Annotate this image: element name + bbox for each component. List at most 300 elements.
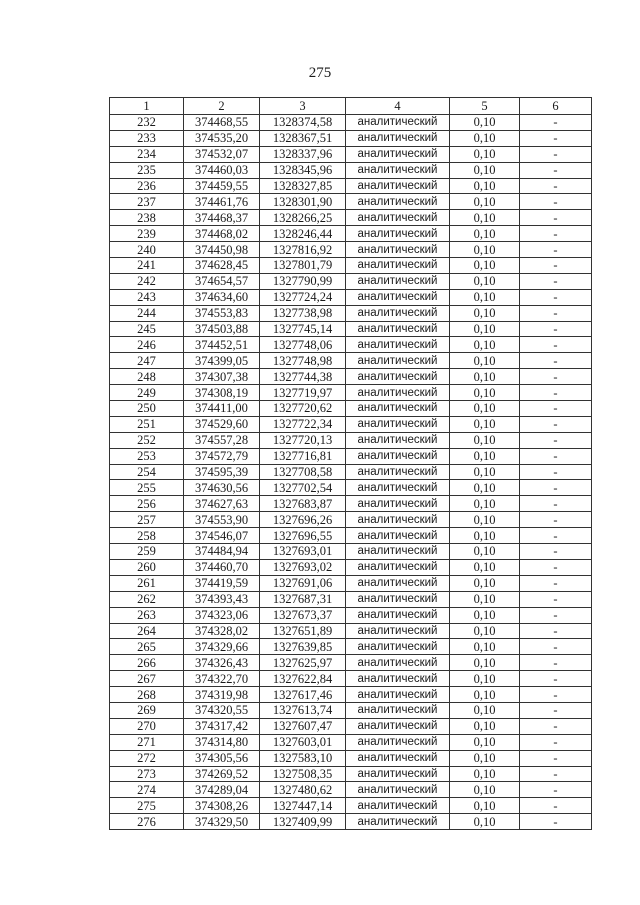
note-cell: - bbox=[520, 432, 592, 448]
x-coordinate-cell: 374460,03 bbox=[184, 162, 260, 178]
x-coordinate-cell: 374419,59 bbox=[184, 575, 260, 591]
table-row bbox=[110, 273, 592, 289]
method-cell: аналитический bbox=[346, 798, 450, 814]
note-cell: - bbox=[520, 289, 592, 305]
x-coordinate-cell: 374557,28 bbox=[184, 432, 260, 448]
table-row bbox=[110, 718, 592, 734]
accuracy-cell: 0,10 bbox=[450, 464, 520, 480]
column-header: 6 bbox=[520, 98, 592, 115]
y-coordinate-cell: 1327745,14 bbox=[260, 321, 346, 337]
table-row bbox=[110, 671, 592, 687]
point-number-cell: 243 bbox=[110, 289, 184, 305]
point-number-cell: 239 bbox=[110, 226, 184, 242]
y-coordinate-cell: 1327702,54 bbox=[260, 480, 346, 496]
x-coordinate-cell: 374329,50 bbox=[184, 814, 260, 830]
point-number-cell: 263 bbox=[110, 607, 184, 623]
x-coordinate-cell: 374399,05 bbox=[184, 353, 260, 369]
note-cell: - bbox=[520, 226, 592, 242]
x-coordinate-cell: 374393,43 bbox=[184, 591, 260, 607]
method-cell: аналитический bbox=[346, 448, 450, 464]
x-coordinate-cell: 374329,66 bbox=[184, 639, 260, 655]
accuracy-cell: 0,10 bbox=[450, 496, 520, 512]
table-row bbox=[110, 210, 592, 226]
method-cell: аналитический bbox=[346, 305, 450, 321]
note-cell: - bbox=[520, 464, 592, 480]
point-number-cell: 264 bbox=[110, 623, 184, 639]
table-row bbox=[110, 289, 592, 305]
accuracy-cell: 0,10 bbox=[450, 512, 520, 528]
point-number-cell: 262 bbox=[110, 591, 184, 607]
y-coordinate-cell: 1327696,26 bbox=[260, 512, 346, 528]
point-number-cell: 254 bbox=[110, 464, 184, 480]
note-cell: - bbox=[520, 496, 592, 512]
method-cell: аналитический bbox=[346, 130, 450, 146]
point-number-cell: 260 bbox=[110, 559, 184, 575]
accuracy-cell: 0,10 bbox=[450, 242, 520, 258]
accuracy-cell: 0,10 bbox=[450, 337, 520, 353]
y-coordinate-cell: 1327617,46 bbox=[260, 687, 346, 703]
x-coordinate-cell: 374634,60 bbox=[184, 289, 260, 305]
y-coordinate-cell: 1327738,98 bbox=[260, 305, 346, 321]
point-number-cell: 258 bbox=[110, 528, 184, 544]
table-row bbox=[110, 575, 592, 591]
note-cell: - bbox=[520, 575, 592, 591]
note-cell: - bbox=[520, 480, 592, 496]
column-header: 3 bbox=[260, 98, 346, 115]
x-coordinate-cell: 374460,70 bbox=[184, 559, 260, 575]
x-coordinate-cell: 374289,04 bbox=[184, 782, 260, 798]
point-number-cell: 276 bbox=[110, 814, 184, 830]
accuracy-cell: 0,10 bbox=[450, 401, 520, 417]
y-coordinate-cell: 1327613,74 bbox=[260, 702, 346, 718]
note-cell: - bbox=[520, 353, 592, 369]
note-cell: - bbox=[520, 528, 592, 544]
table-row bbox=[110, 401, 592, 417]
table-row bbox=[110, 766, 592, 782]
note-cell: - bbox=[520, 401, 592, 417]
note-cell: - bbox=[520, 337, 592, 353]
point-number-cell: 248 bbox=[110, 369, 184, 385]
page-number: 275 bbox=[308, 65, 332, 81]
accuracy-cell: 0,10 bbox=[450, 353, 520, 369]
method-cell: аналитический bbox=[346, 496, 450, 512]
y-coordinate-cell: 1327720,62 bbox=[260, 401, 346, 417]
accuracy-cell: 0,10 bbox=[450, 766, 520, 782]
accuracy-cell: 0,10 bbox=[450, 750, 520, 766]
method-cell: аналитический bbox=[346, 750, 450, 766]
y-coordinate-cell: 1328367,51 bbox=[260, 130, 346, 146]
accuracy-cell: 0,10 bbox=[450, 289, 520, 305]
x-coordinate-cell: 374532,07 bbox=[184, 146, 260, 162]
note-cell: - bbox=[520, 798, 592, 814]
table-row bbox=[110, 178, 592, 194]
method-cell: аналитический bbox=[346, 258, 450, 274]
column-header: 2 bbox=[184, 98, 260, 115]
table-row bbox=[110, 115, 592, 131]
accuracy-cell: 0,10 bbox=[450, 178, 520, 194]
point-number-cell: 275 bbox=[110, 798, 184, 814]
y-coordinate-cell: 1327693,02 bbox=[260, 559, 346, 575]
accuracy-cell: 0,10 bbox=[450, 814, 520, 830]
note-cell: - bbox=[520, 242, 592, 258]
accuracy-cell: 0,10 bbox=[450, 623, 520, 639]
accuracy-cell: 0,10 bbox=[450, 639, 520, 655]
accuracy-cell: 0,10 bbox=[450, 655, 520, 671]
note-cell: - bbox=[520, 385, 592, 401]
method-cell: аналитический bbox=[346, 242, 450, 258]
table-body bbox=[110, 115, 592, 830]
x-coordinate-cell: 374572,79 bbox=[184, 448, 260, 464]
point-number-cell: 251 bbox=[110, 416, 184, 432]
x-coordinate-cell: 374546,07 bbox=[184, 528, 260, 544]
note-cell: - bbox=[520, 210, 592, 226]
note-cell: - bbox=[520, 782, 592, 798]
note-cell: - bbox=[520, 623, 592, 639]
point-number-cell: 247 bbox=[110, 353, 184, 369]
x-coordinate-cell: 374553,83 bbox=[184, 305, 260, 321]
point-number-cell: 256 bbox=[110, 496, 184, 512]
accuracy-cell: 0,10 bbox=[450, 115, 520, 131]
accuracy-cell: 0,10 bbox=[450, 385, 520, 401]
point-number-cell: 266 bbox=[110, 655, 184, 671]
table-row bbox=[110, 432, 592, 448]
table-row bbox=[110, 337, 592, 353]
accuracy-cell: 0,10 bbox=[450, 480, 520, 496]
point-number-cell: 272 bbox=[110, 750, 184, 766]
y-coordinate-cell: 1327724,24 bbox=[260, 289, 346, 305]
y-coordinate-cell: 1327696,55 bbox=[260, 528, 346, 544]
point-number-cell: 233 bbox=[110, 130, 184, 146]
accuracy-cell: 0,10 bbox=[450, 734, 520, 750]
x-coordinate-cell: 374627,63 bbox=[184, 496, 260, 512]
accuracy-cell: 0,10 bbox=[450, 130, 520, 146]
note-cell: - bbox=[520, 115, 592, 131]
x-coordinate-cell: 374314,80 bbox=[184, 734, 260, 750]
point-number-cell: 249 bbox=[110, 385, 184, 401]
table-row bbox=[110, 655, 592, 671]
accuracy-cell: 0,10 bbox=[450, 782, 520, 798]
y-coordinate-cell: 1327603,01 bbox=[260, 734, 346, 750]
y-coordinate-cell: 1327625,97 bbox=[260, 655, 346, 671]
y-coordinate-cell: 1327708,58 bbox=[260, 464, 346, 480]
x-coordinate-cell: 374308,19 bbox=[184, 385, 260, 401]
x-coordinate-cell: 374553,90 bbox=[184, 512, 260, 528]
accuracy-cell: 0,10 bbox=[450, 718, 520, 734]
accuracy-cell: 0,10 bbox=[450, 607, 520, 623]
table-row bbox=[110, 385, 592, 401]
table-header-row bbox=[110, 98, 592, 115]
note-cell: - bbox=[520, 687, 592, 703]
column-header: 5 bbox=[450, 98, 520, 115]
x-coordinate-cell: 374323,06 bbox=[184, 607, 260, 623]
method-cell: аналитический bbox=[346, 115, 450, 131]
note-cell: - bbox=[520, 194, 592, 210]
note-cell: - bbox=[520, 655, 592, 671]
method-cell: аналитический bbox=[346, 702, 450, 718]
note-cell: - bbox=[520, 671, 592, 687]
method-cell: аналитический bbox=[346, 416, 450, 432]
note-cell: - bbox=[520, 512, 592, 528]
point-number-cell: 237 bbox=[110, 194, 184, 210]
y-coordinate-cell: 1327622,84 bbox=[260, 671, 346, 687]
accuracy-cell: 0,10 bbox=[450, 544, 520, 560]
note-cell: - bbox=[520, 544, 592, 560]
accuracy-cell: 0,10 bbox=[450, 194, 520, 210]
note-cell: - bbox=[520, 321, 592, 337]
x-coordinate-cell: 374484,94 bbox=[184, 544, 260, 560]
method-cell: аналитический bbox=[346, 385, 450, 401]
y-coordinate-cell: 1327639,85 bbox=[260, 639, 346, 655]
table-row bbox=[110, 321, 592, 337]
table-row bbox=[110, 369, 592, 385]
method-cell: аналитический bbox=[346, 337, 450, 353]
x-coordinate-cell: 374461,76 bbox=[184, 194, 260, 210]
x-coordinate-cell: 374450,98 bbox=[184, 242, 260, 258]
table-row bbox=[110, 623, 592, 639]
method-cell: аналитический bbox=[346, 321, 450, 337]
accuracy-cell: 0,10 bbox=[450, 448, 520, 464]
y-coordinate-cell: 1327687,31 bbox=[260, 591, 346, 607]
point-number-cell: 261 bbox=[110, 575, 184, 591]
y-coordinate-cell: 1327816,92 bbox=[260, 242, 346, 258]
method-cell: аналитический bbox=[346, 194, 450, 210]
point-number-cell: 252 bbox=[110, 432, 184, 448]
accuracy-cell: 0,10 bbox=[450, 210, 520, 226]
table-row bbox=[110, 512, 592, 528]
point-number-cell: 265 bbox=[110, 639, 184, 655]
point-number-cell: 273 bbox=[110, 766, 184, 782]
table-row bbox=[110, 448, 592, 464]
y-coordinate-cell: 1328246,44 bbox=[260, 226, 346, 242]
method-cell: аналитический bbox=[346, 273, 450, 289]
accuracy-cell: 0,10 bbox=[450, 305, 520, 321]
x-coordinate-cell: 374411,00 bbox=[184, 401, 260, 417]
y-coordinate-cell: 1327744,38 bbox=[260, 369, 346, 385]
point-number-cell: 241 bbox=[110, 258, 184, 274]
point-number-cell: 274 bbox=[110, 782, 184, 798]
method-cell: аналитический bbox=[346, 671, 450, 687]
point-number-cell: 269 bbox=[110, 702, 184, 718]
table-row bbox=[110, 162, 592, 178]
x-coordinate-cell: 374595,39 bbox=[184, 464, 260, 480]
accuracy-cell: 0,10 bbox=[450, 559, 520, 575]
y-coordinate-cell: 1327748,98 bbox=[260, 353, 346, 369]
x-coordinate-cell: 374326,43 bbox=[184, 655, 260, 671]
table-row bbox=[110, 464, 592, 480]
x-coordinate-cell: 374322,70 bbox=[184, 671, 260, 687]
table-row bbox=[110, 607, 592, 623]
point-number-cell: 267 bbox=[110, 671, 184, 687]
point-number-cell: 253 bbox=[110, 448, 184, 464]
y-coordinate-cell: 1327719,97 bbox=[260, 385, 346, 401]
x-coordinate-cell: 374269,52 bbox=[184, 766, 260, 782]
method-cell: аналитический bbox=[346, 639, 450, 655]
table-row bbox=[110, 734, 592, 750]
x-coordinate-cell: 374654,57 bbox=[184, 273, 260, 289]
note-cell: - bbox=[520, 178, 592, 194]
point-number-cell: 236 bbox=[110, 178, 184, 194]
note-cell: - bbox=[520, 702, 592, 718]
column-header: 4 bbox=[346, 98, 450, 115]
point-number-cell: 232 bbox=[110, 115, 184, 131]
method-cell: аналитический bbox=[346, 575, 450, 591]
method-cell: аналитический bbox=[346, 289, 450, 305]
table-row bbox=[110, 480, 592, 496]
table-row bbox=[110, 353, 592, 369]
accuracy-cell: 0,10 bbox=[450, 575, 520, 591]
table-row bbox=[110, 146, 592, 162]
x-coordinate-cell: 374529,60 bbox=[184, 416, 260, 432]
method-cell: аналитический bbox=[346, 687, 450, 703]
table-row bbox=[110, 194, 592, 210]
y-coordinate-cell: 1328266,25 bbox=[260, 210, 346, 226]
note-cell: - bbox=[520, 130, 592, 146]
method-cell: аналитический bbox=[346, 544, 450, 560]
x-coordinate-cell: 374305,56 bbox=[184, 750, 260, 766]
method-cell: аналитический bbox=[346, 401, 450, 417]
y-coordinate-cell: 1328345,96 bbox=[260, 162, 346, 178]
accuracy-cell: 0,10 bbox=[450, 369, 520, 385]
table-row bbox=[110, 544, 592, 560]
method-cell: аналитический bbox=[346, 146, 450, 162]
method-cell: аналитический bbox=[346, 226, 450, 242]
method-cell: аналитический bbox=[346, 353, 450, 369]
y-coordinate-cell: 1327683,87 bbox=[260, 496, 346, 512]
table-row bbox=[110, 639, 592, 655]
note-cell: - bbox=[520, 766, 592, 782]
method-cell: аналитический bbox=[346, 528, 450, 544]
accuracy-cell: 0,10 bbox=[450, 528, 520, 544]
method-cell: аналитический bbox=[346, 655, 450, 671]
accuracy-cell: 0,10 bbox=[450, 162, 520, 178]
table-row bbox=[110, 814, 592, 830]
method-cell: аналитический bbox=[346, 480, 450, 496]
y-coordinate-cell: 1328327,85 bbox=[260, 178, 346, 194]
note-cell: - bbox=[520, 448, 592, 464]
x-coordinate-cell: 374459,55 bbox=[184, 178, 260, 194]
point-number-cell: 271 bbox=[110, 734, 184, 750]
point-number-cell: 235 bbox=[110, 162, 184, 178]
point-number-cell: 257 bbox=[110, 512, 184, 528]
y-coordinate-cell: 1327583,10 bbox=[260, 750, 346, 766]
note-cell: - bbox=[520, 146, 592, 162]
table-row bbox=[110, 416, 592, 432]
method-cell: аналитический bbox=[346, 512, 450, 528]
note-cell: - bbox=[520, 607, 592, 623]
x-coordinate-cell: 374320,55 bbox=[184, 702, 260, 718]
y-coordinate-cell: 1327607,47 bbox=[260, 718, 346, 734]
note-cell: - bbox=[520, 750, 592, 766]
y-coordinate-cell: 1327480,62 bbox=[260, 782, 346, 798]
point-number-cell: 245 bbox=[110, 321, 184, 337]
accuracy-cell: 0,10 bbox=[450, 702, 520, 718]
y-coordinate-cell: 1327409,99 bbox=[260, 814, 346, 830]
point-number-cell: 234 bbox=[110, 146, 184, 162]
method-cell: аналитический bbox=[346, 623, 450, 639]
method-cell: аналитический bbox=[346, 766, 450, 782]
accuracy-cell: 0,10 bbox=[450, 591, 520, 607]
table-row bbox=[110, 750, 592, 766]
x-coordinate-cell: 374328,02 bbox=[184, 623, 260, 639]
note-cell: - bbox=[520, 814, 592, 830]
y-coordinate-cell: 1327691,06 bbox=[260, 575, 346, 591]
x-coordinate-cell: 374468,37 bbox=[184, 210, 260, 226]
method-cell: аналитический bbox=[346, 734, 450, 750]
method-cell: аналитический bbox=[346, 782, 450, 798]
method-cell: аналитический bbox=[346, 718, 450, 734]
point-number-cell: 238 bbox=[110, 210, 184, 226]
point-number-cell: 270 bbox=[110, 718, 184, 734]
accuracy-cell: 0,10 bbox=[450, 798, 520, 814]
x-coordinate-cell: 374468,55 bbox=[184, 115, 260, 131]
y-coordinate-cell: 1328374,58 bbox=[260, 115, 346, 131]
table-row bbox=[110, 591, 592, 607]
x-coordinate-cell: 374308,26 bbox=[184, 798, 260, 814]
y-coordinate-cell: 1327720,13 bbox=[260, 432, 346, 448]
method-cell: аналитический bbox=[346, 464, 450, 480]
method-cell: аналитический bbox=[346, 178, 450, 194]
accuracy-cell: 0,10 bbox=[450, 671, 520, 687]
accuracy-cell: 0,10 bbox=[450, 321, 520, 337]
accuracy-cell: 0,10 bbox=[450, 432, 520, 448]
accuracy-cell: 0,10 bbox=[450, 687, 520, 703]
note-cell: - bbox=[520, 258, 592, 274]
accuracy-cell: 0,10 bbox=[450, 258, 520, 274]
point-number-cell: 244 bbox=[110, 305, 184, 321]
y-coordinate-cell: 1327508,35 bbox=[260, 766, 346, 782]
table-row bbox=[110, 258, 592, 274]
x-coordinate-cell: 374317,42 bbox=[184, 718, 260, 734]
x-coordinate-cell: 374468,02 bbox=[184, 226, 260, 242]
y-coordinate-cell: 1327790,99 bbox=[260, 273, 346, 289]
y-coordinate-cell: 1328301,90 bbox=[260, 194, 346, 210]
table-row bbox=[110, 496, 592, 512]
method-cell: аналитический bbox=[346, 591, 450, 607]
point-number-cell: 246 bbox=[110, 337, 184, 353]
method-cell: аналитический bbox=[346, 814, 450, 830]
x-coordinate-cell: 374452,51 bbox=[184, 337, 260, 353]
x-coordinate-cell: 374307,38 bbox=[184, 369, 260, 385]
table-row bbox=[110, 226, 592, 242]
table-row bbox=[110, 528, 592, 544]
table-row bbox=[110, 702, 592, 718]
point-number-cell: 250 bbox=[110, 401, 184, 417]
table-row bbox=[110, 782, 592, 798]
x-coordinate-cell: 374535,20 bbox=[184, 130, 260, 146]
method-cell: аналитический bbox=[346, 210, 450, 226]
point-number-cell: 242 bbox=[110, 273, 184, 289]
y-coordinate-cell: 1328337,96 bbox=[260, 146, 346, 162]
x-coordinate-cell: 374630,56 bbox=[184, 480, 260, 496]
accuracy-cell: 0,10 bbox=[450, 416, 520, 432]
table-row bbox=[110, 687, 592, 703]
table-row bbox=[110, 559, 592, 575]
note-cell: - bbox=[520, 273, 592, 289]
column-header: 1 bbox=[110, 98, 184, 115]
y-coordinate-cell: 1327651,89 bbox=[260, 623, 346, 639]
note-cell: - bbox=[520, 416, 592, 432]
y-coordinate-cell: 1327447,14 bbox=[260, 798, 346, 814]
y-coordinate-cell: 1327722,34 bbox=[260, 416, 346, 432]
point-number-cell: 259 bbox=[110, 544, 184, 560]
method-cell: аналитический bbox=[346, 432, 450, 448]
y-coordinate-cell: 1327801,79 bbox=[260, 258, 346, 274]
accuracy-cell: 0,10 bbox=[450, 273, 520, 289]
y-coordinate-cell: 1327693,01 bbox=[260, 544, 346, 560]
y-coordinate-cell: 1327716,81 bbox=[260, 448, 346, 464]
method-cell: аналитический bbox=[346, 369, 450, 385]
coordinates-table bbox=[109, 97, 592, 830]
